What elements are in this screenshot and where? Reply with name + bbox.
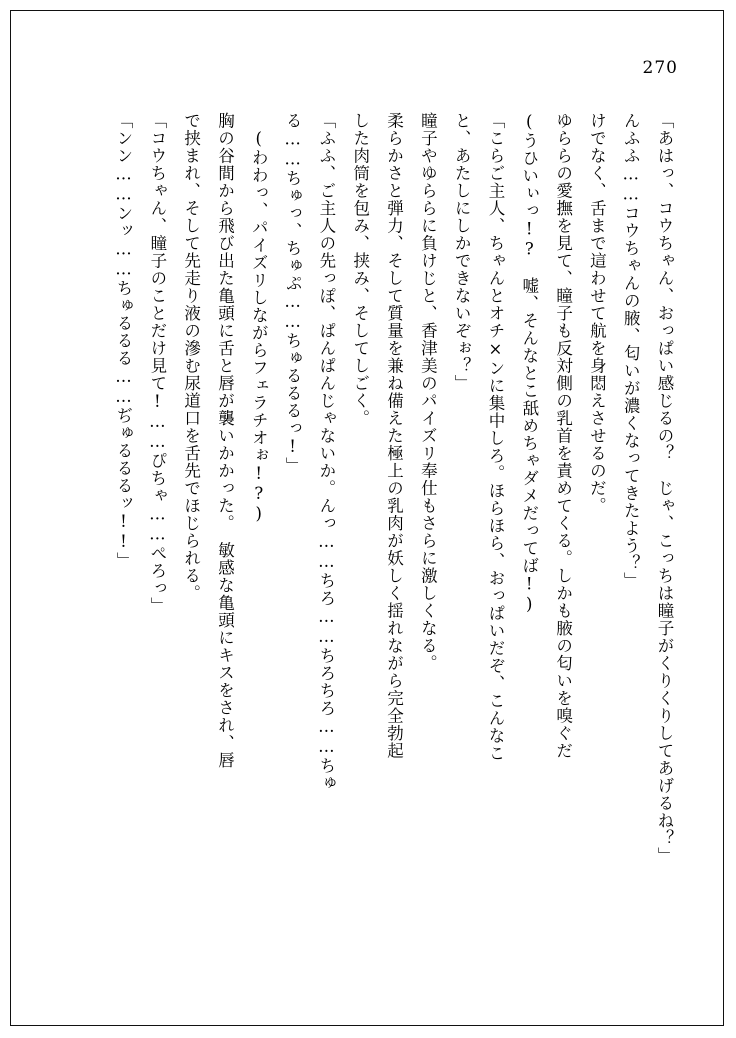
vertical-text-body <box>55 112 681 922</box>
paragraph: ゆららの愛撫を見て、瞳子も反対側の乳首を責めてくる。しかも腋の匂いを嗅ぐだ <box>553 112 573 760</box>
paragraph: 「ふふ、ご主人の先っぽ、ぱんぱんじゃないか。んっ……ちろ……ちろちろ……ちゅ <box>316 112 336 792</box>
paragraph: 胸の谷間から飛び出た亀頭に舌と唇が襲いかかった。 敏感な亀頭にキスをされ、唇 <box>215 112 235 769</box>
paragraph: る……ちゅっ、ちゅぷ……ちゅるるるっ!」 <box>283 112 303 475</box>
paragraph: んふふ……コウちゃんの腋、匂いが濃くなってきたよう？」 <box>621 112 641 590</box>
paragraph: 瞳子やゆららに負けじと、香津美のパイズリ奉仕もさらに激しくなる。 <box>418 112 438 672</box>
paragraph: と、あたしにしかできないぞぉ？」 <box>452 112 472 392</box>
paragraph: 「あはっ、コウちゃん、おっぱい感じるの？ じゃ、こっちは瞳子がくりくりしてあげるね？」 <box>655 112 674 865</box>
page-number: 270 <box>642 58 678 78</box>
paragraph: 柔らかさと弾力、そして質量を兼ね備えた極上の乳肉が妖しく揺れながら完全勃起 <box>384 112 404 760</box>
paragraph: で挟まれ、そして先走り液の滲む尿道口を舌先でほじられる。 <box>181 112 201 602</box>
paragraph: (うひいぃっ!? 嘘、そんなとこ舐めちゃダメだってば!) <box>519 112 539 615</box>
paragraph: した肉筒を包み、挟み、そしてしごく。 <box>350 112 370 427</box>
paragraph: 「コウちゃん、瞳子のことだけ見て!……ぴちゃ……ぺろっ」 <box>147 112 167 615</box>
paragraph: 「ンン……ンッ……ちゅるるる……ぢゅるるるッ!!」 <box>114 112 133 570</box>
paragraph: (わわっ、パイズリしながらフェラチオぉ!?) <box>249 129 269 524</box>
paragraph: 「こらご主人、ちゃんとオチ×ンに集中しろ。ほらほら、おっぱいだぞ、こんなこ <box>485 112 505 762</box>
paragraph: けでなく、舌まで這わせて航を身悶えさせるのだ。 <box>587 112 607 515</box>
